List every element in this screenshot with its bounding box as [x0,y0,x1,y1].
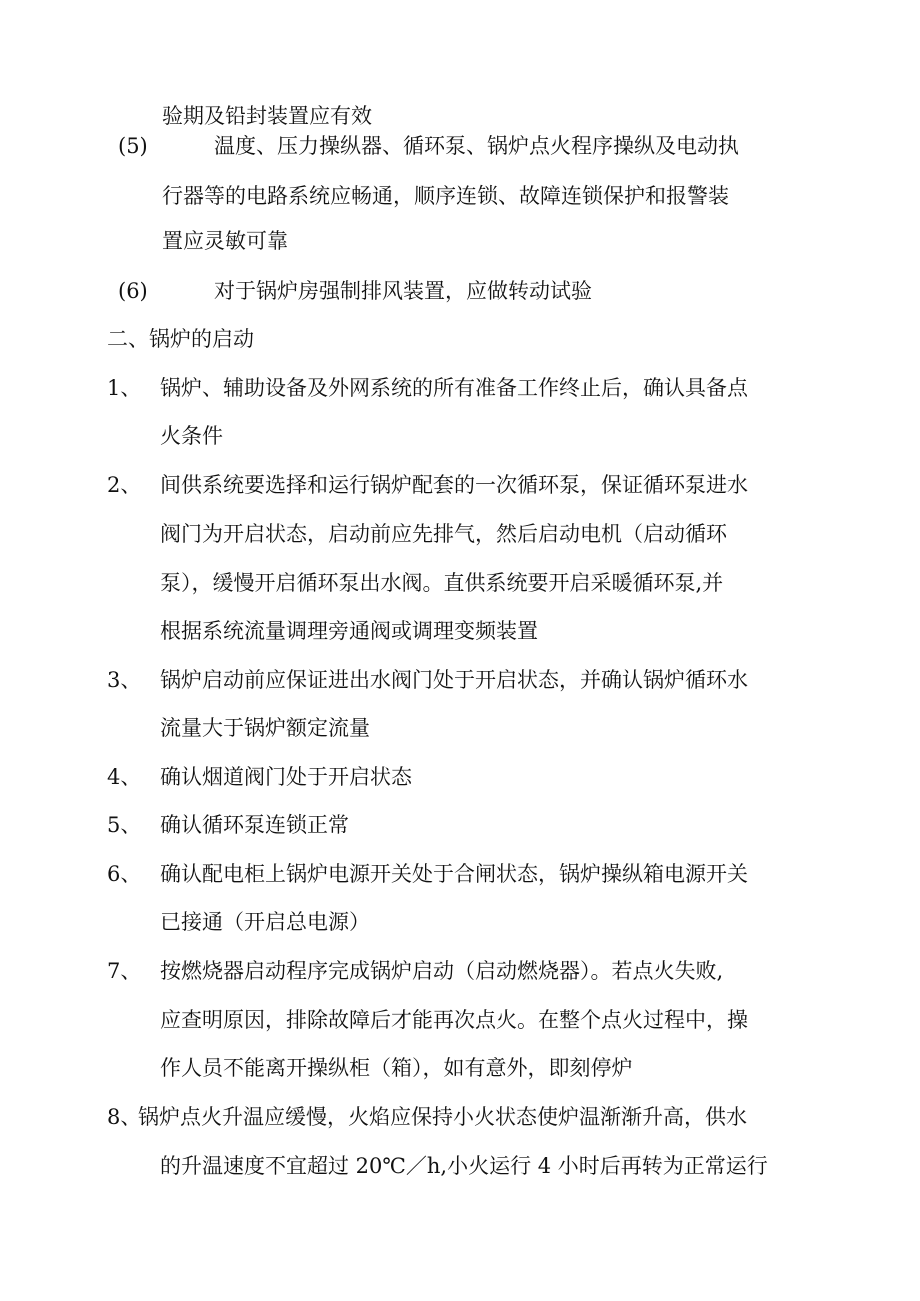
paragraph-line: 行器等的电路系统应畅通，顺序连锁、故障连锁保护和报警装 [162,184,729,208]
paragraph-line: 已接通（开启总电源） [160,910,370,934]
paragraph-line: 根据系统流量调理旁通阀或调理变频装置 [160,619,538,643]
item-number: (6) [118,279,148,303]
paragraph-line: 火条件 [160,424,223,448]
item-number: (5) [118,134,148,158]
section-heading: 二、锅炉的启动 [107,327,254,351]
paragraph-line: 按燃烧器启动程序完成锅炉启动（启动燃烧器）。若点火失败, [160,959,724,983]
item-number: 7、 [107,959,142,983]
item-number: 1、 [107,376,142,400]
paragraph-line: 锅炉、辅助设备及外网系统的所有准备工作终止后，确认具备点 [160,376,748,400]
paragraph-line: 对于锅炉房强制排风装置，应做转动试验 [214,279,592,303]
paragraph-line: 锅炉启动前应保证进出水阀门处于开启状态，并确认锅炉循环水 [160,668,748,692]
paragraph-line: 应查明原因，排除故障后才能再次点火。在整个点火过程中，操 [160,1008,748,1032]
item-number: 4、 [107,765,142,789]
paragraph-line: 的升温速度不宜超过 20℃／h,小火运行 4 小时后再转为正常运行 [160,1154,768,1178]
paragraph-line: 验期及铅封装置应有效 [162,104,372,128]
paragraph-line: 确认配电柜上锅炉电源开关处于合闸状态，锅炉操纵箱电源开关 [160,862,748,886]
item-number: 3、 [107,668,142,692]
paragraph-line: 置应灵敏可靠 [162,229,288,253]
paragraph-line: 阀门为开启状态，启动前应先排气，然后启动电机（启动循环 [160,522,727,546]
paragraph-line: 温度、压力操纵器、循环泵、锅炉点火程序操纵及电动执 [214,134,739,158]
item-number: 6、 [107,862,142,886]
paragraph-line: 确认烟道阀门处于开启状态 [160,765,412,789]
paragraph-line: 作人员不能离开操纵柜（箱），如有意外，即刻停炉 [160,1056,633,1080]
item-number: 5、 [107,813,142,837]
item-number: 2、 [107,473,142,497]
item-number: 8、 [107,1105,142,1129]
paragraph-line: 流量大于锅炉额定流量 [160,716,370,740]
paragraph-line: 锅炉点火升温应缓慢，火焰应保持小火状态使炉温渐渐升高，供水 [138,1105,747,1129]
paragraph-line: 泵），缓慢开启循环泵出水阀。直供系统要开启采暖循环泵,并 [160,571,724,595]
paragraph-line: 间供系统要选择和运行锅炉配套的一次循环泵，保证循环泵进水 [160,473,748,497]
paragraph-line: 确认循环泵连锁正常 [160,813,349,837]
